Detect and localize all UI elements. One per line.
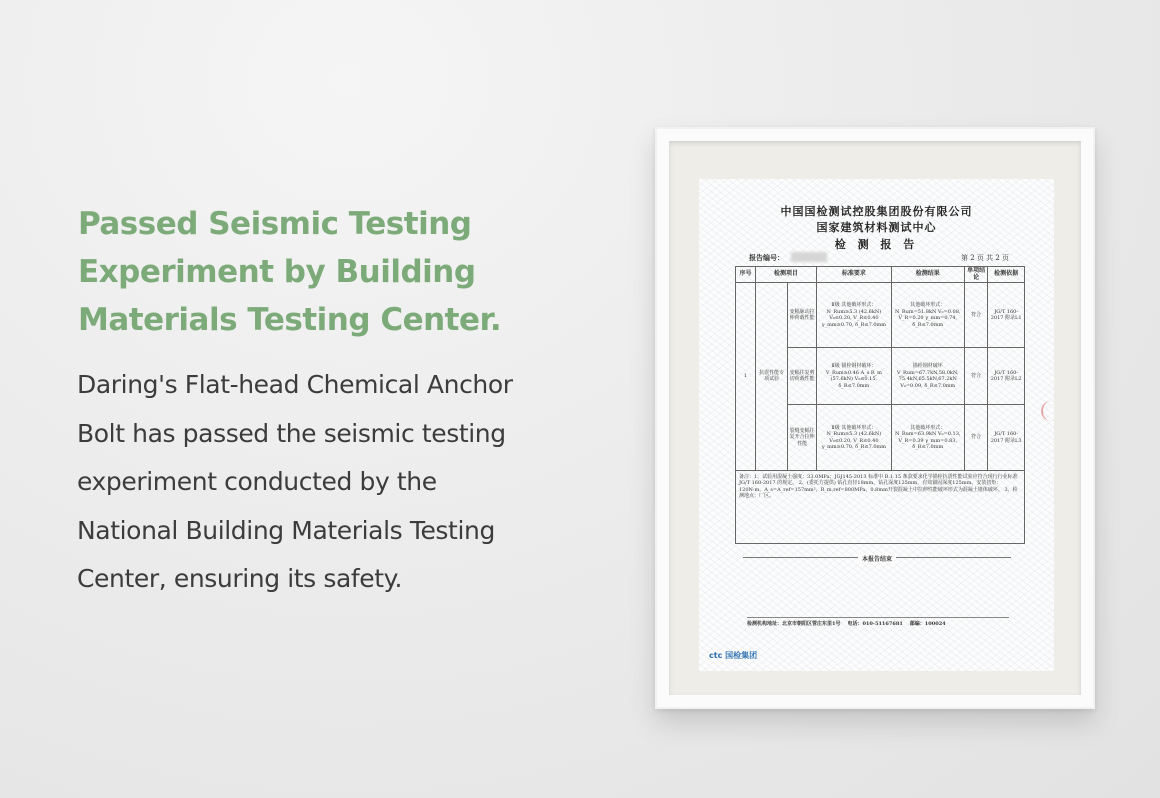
test-item: 裂缝变幅往复开合拉伸性能 — [788, 405, 817, 470]
requirement-cell: Ⅱ级 其他破坏形式： N_Rum≥5.3 (42.6kN) V₀≤0.20, V_R≤0.40 γ_mm≥0.70, δ_R≤7.0mm — [817, 283, 891, 348]
page-info: 第 2 页 共 2 页 — [961, 254, 1010, 262]
result-cell: 锚栓钢材破坏 V_Rum=67.7kN,58.0kN, 75.4kN,65.5kN,67.2kN V₀=0.09, δ_R≤7.0mm — [891, 348, 964, 405]
page-heading: Passed Seismic Testing Experiment by Building Materials Testing Center. — [78, 206, 502, 338]
conclusion-cell: 符合 — [964, 283, 987, 348]
result-cell: 其他破坏形式： N_Rum=63.9kN V₀=0.13, V_R=0.39 γ_mm=0.83, δ_R≤7.0mm — [891, 405, 964, 470]
header-cell: 检测结果 — [891, 267, 964, 283]
remarks-cell: 备注：1、试验用混凝土强度：33.0MPa；JGJ145-2013 标准中 B.1.15 条款要求化学锚栓抗震性能试验应符合现行行业标准 JG/T 160-2017 的规定。 2、(委托方提供) 钻孔直径18mm，钻孔深度125mm，有效锚固深度125mm，安装扭矩：120N·m，A_s=A_ref=157mm²，R_m,ref=800MPa，0.8mm开裂混凝土中拉伸性能破坏形式为混凝土锥体破坏。 3、检测地点：厂区。 — [736, 470, 1025, 543]
address-text: 检测机构地址：北京市朝阳区管庄东里1号 — [747, 621, 841, 627]
phone-text: 电话：010-51167681 — [847, 621, 903, 627]
test-item: 变幅往复剪切荷载性能 — [788, 348, 817, 405]
header-cell: 检测依据 — [988, 267, 1025, 283]
result-cell: 其他破坏形式： N_Rum=51.8kN V₀=0.08, V_R=0.20 γ_mm=0.74, δ_R≤7.0mm — [891, 283, 964, 348]
test-report-document — [699, 179, 1054, 671]
requirement-cell: Ⅱ级 锚栓钢材破坏： V_Rum≥0.46 A_s R_m (57.6kN) V₀≤0.15, δ_R≤7.0mm — [817, 348, 891, 405]
row-number: 1 — [736, 283, 756, 470]
end-of-report-line — [743, 554, 1011, 563]
requirement-cell: Ⅱ级 其他破坏形式： N_Rum≥5.3 (42.6kN) V₀≤0.20, V_R≤0.40 γ_mm≥0.70, δ_R≤7.0mm — [817, 405, 891, 470]
basis-cell: JG/T 160-2017 附录L1 — [988, 283, 1025, 348]
test-item: 变幅脉动拉伸荷载性能 — [788, 283, 817, 348]
org-name-line2: 国家建筑材料测试中心 — [816, 221, 937, 234]
basis-cell: JG/T 160-2017 附录L3 — [988, 405, 1025, 470]
table-header-row — [736, 267, 1025, 283]
test-results-table — [735, 266, 1025, 544]
red-seal-mark — [1041, 401, 1054, 421]
org-name-line1: 中国国检测试控股集团股份有限公司 — [780, 205, 973, 218]
report-number-label: 报告编号： — [749, 253, 784, 262]
group-label: 抗震性能专项试验 — [756, 283, 788, 470]
conclusion-cell: 符合 — [964, 405, 987, 470]
header-cell: 检测项目 — [756, 267, 817, 283]
conclusion-cell: 符合 — [964, 348, 987, 405]
header-cell: 序号 — [736, 267, 756, 283]
redacted-report-number — [791, 252, 827, 262]
lab-address-footer — [747, 617, 1009, 627]
header-cell: 单项结论 — [964, 267, 987, 283]
report-title: 检 测 报 告 — [834, 238, 919, 251]
basis-cell: JG/T 160-2017 附录L2 — [988, 348, 1025, 405]
header-cell: 标准要求 — [817, 267, 891, 283]
table-row — [736, 283, 1025, 348]
ctc-logo: ctc 国检集团 — [709, 651, 758, 660]
remarks-row — [736, 470, 1025, 543]
picture-frame — [655, 127, 1095, 709]
frame-mat — [669, 141, 1081, 695]
postcode-text: 邮编：100024 — [909, 621, 946, 627]
description-text: Daring's Flat-head Chemical Anchor Bolt has passed the seismic testing experiment conducted by the National Building Materials Testing Center, ensuring its safety. — [77, 370, 513, 593]
end-of-report-text: 本报告结束 — [858, 554, 896, 563]
